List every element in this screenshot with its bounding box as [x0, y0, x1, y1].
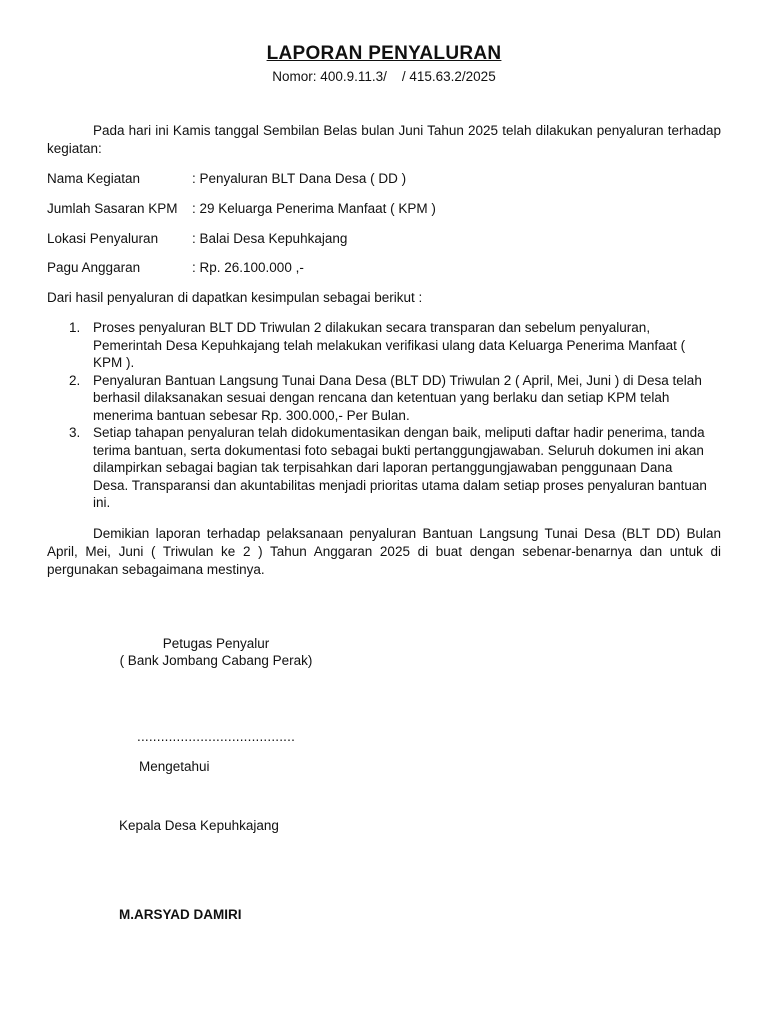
- conclusion-item: [47, 372, 707, 425]
- field-value: : Rp. 26.100.000 ,-: [192, 260, 304, 275]
- petugas-title: Petugas Penyalur: [162, 636, 270, 651]
- conclusion-list: [47, 319, 707, 512]
- intro-paragraph: [47, 122, 721, 158]
- kepala-desa-name: M.ARSYAD DAMIRI: [119, 907, 242, 922]
- petugas-org: ( Bank Jombang Cabang Perak): [119, 653, 313, 668]
- item-number: 1.: [69, 320, 81, 335]
- item-number: 2.: [69, 372, 81, 388]
- field-value: : Balai Desa Kepuhkajang: [192, 231, 348, 246]
- field-label: Nama Kegiatan: [47, 171, 141, 186]
- field-value: : 29 Keluarga Penerima Manfaat ( KPM ): [192, 201, 436, 216]
- document-title: LAPORAN PENYALURAN: [266, 43, 502, 64]
- document-number: Nomor: 400.9.11.3/ / 415.63.2/2025: [272, 69, 496, 84]
- kepala-desa-title: Kepala Desa Kepuhkajang: [119, 818, 279, 833]
- closing-paragraph: [47, 525, 721, 579]
- conclusion-item: [47, 424, 707, 512]
- item-text: Penyaluran Bantuan Langsung Tunai Dana Desa (BLT DD) Triwulan 2 ( April, Mei, Juni ) di Desa telah berhasil dilaksanakan sesuai dengan rencana dan ketentuan yang berlaku dan setiap KPM telah menerima bantuan sebesar Rp. 300.000,- Per Bulan.: [93, 372, 702, 423]
- field-label: Lokasi Penyaluran: [47, 231, 159, 246]
- intro-text: Pada hari ini Kamis tanggal Sembilan Belas bulan Juni Tahun 2025 telah dilakukan penyaluran terhadap kegiatan:: [47, 123, 721, 156]
- item-text: Setiap tahapan penyaluran telah didokumentasikan dengan baik, meliputi daftar hadir penerima, tanda terima bantuan, serta dokumentasi foto sebagai bukti pertanggungjawaban. Seluruh dokumen ini akan dilampirkan sebagai bagian tak terpisahkan dari laporan pertanggungjawaban penggunaan Dana Desa. Transparansi dan akuntabilitas menjadi prioritas utama dalam setiap proses penyaluran bantuan ini.: [93, 425, 707, 510]
- item-text: Proses penyaluran BLT DD Triwulan 2 dilakukan secara transparan dan sebelum penyaluran, Pemerintah Desa Kepuhkajang telah melakukan verifikasi ulang data Keluarga Penerima Manfaat ( KPM ).: [93, 320, 686, 370]
- mengetahui-label: Mengetahui: [139, 759, 210, 774]
- field-label: Jumlah Sasaran KPM: [47, 201, 178, 216]
- signature-line-dots: ........................................: [137, 729, 296, 744]
- conclusion-intro: Dari hasil penyaluran di dapatkan kesimpulan sebagai berikut :: [47, 290, 423, 305]
- field-label: Pagu Anggaran: [47, 260, 141, 275]
- field-value: : Penyaluran BLT Dana Desa ( DD ): [192, 171, 407, 186]
- closing-text: Demikian laporan terhadap pelaksanaan penyaluran Bantuan Langsung Tunai Desa (BLT DD) Bulan April, Mei, Juni ( Triwulan ke 2 ) Tahun Anggaran 2025 di buat dengan sebenar-benarnya dan untuk di pergunakan sebagaimana mestinya.: [47, 526, 721, 577]
- item-number: 3.: [69, 425, 81, 440]
- petugas-signature-block: [110, 635, 322, 669]
- conclusion-item: [47, 319, 707, 372]
